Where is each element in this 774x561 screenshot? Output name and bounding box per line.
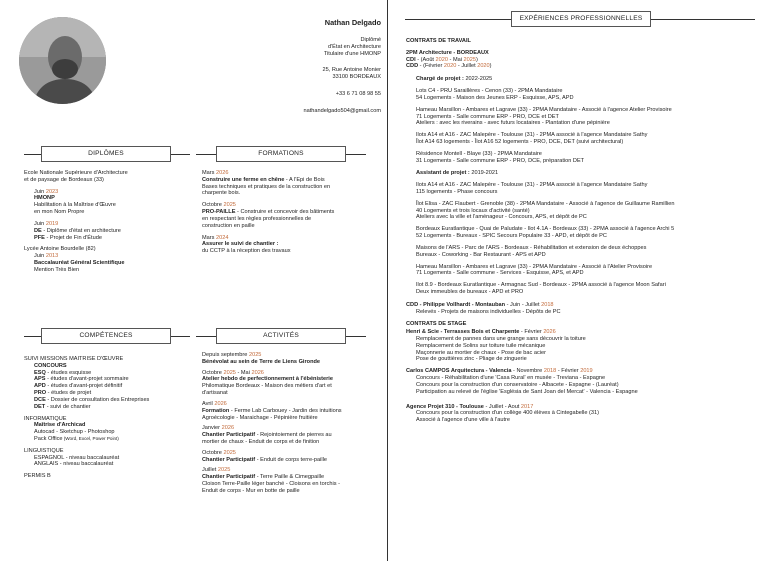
internship-entry: Henri & Scie - Terrasses Bois et Charpente - Février 2026 Remplacement de pannes dans une grange sans découvrir la toiture Remplacement de Solins sur toiture tuile mécanique Maçonnerie au mortier de chaux - Pose de bac acier Pose de gouttières zinc - Pliage de zinguerie bbox=[406, 329, 586, 363]
project-entry: Maisons de l'ARS - Parc de l'ARS - Bordeaux - Réhabilitation et extension de deux échoppes Bureaux - Coworking - Bar Restaurant - APS et APD bbox=[416, 244, 647, 258]
activity-entry: Octobre 2025 - Mai 2026 Atelier hebdo de perfectionnement à l'ébénisterie Philomatique Bordeaux - Maison des métiers d'art et d'artisanat bbox=[202, 369, 333, 397]
contract-cdi: CDI - (Août 2020 - Mai 2025) bbox=[406, 56, 478, 63]
skills-heading: INFORMATIQUE bbox=[24, 415, 67, 422]
email-address: nathandelgado504@gmail.com bbox=[303, 107, 381, 114]
formation-entry: Octobre 2025 PRO-PAILLE - Construire et concevoir des bâtiments en respectant les règles professionnelles de construction en paille bbox=[202, 202, 335, 229]
work-contracts-heading: CONTRATS DE TRAVAIL bbox=[406, 38, 471, 44]
software-list: Maîtrise d'Archicad Autocad - Sketchup - Photoshop Pack Office (Word, Excel, Power Point) bbox=[34, 422, 119, 442]
skill-item: APD - études d'avant-projet définitif bbox=[34, 383, 123, 390]
project-entry: Îlot Elisa - ZAC Flaubert - Grenoble (38) - 2PMA Mandataire - Associé à l'agence de Guillaume Ramillien 40 Logements et trois locaux d'activité (santé) Ateliers avec la ville et l'aménageur - Concours, APS, et dépôt de PC bbox=[416, 200, 675, 221]
diploma-entry: Juin 2013 Baccalauréat Général Scientifique Mention Très Bien bbox=[34, 253, 125, 273]
skill-item: DCE - Dossier de consultation des Entreprises bbox=[34, 396, 150, 403]
formations-title: FORMATIONS bbox=[216, 146, 346, 162]
formation-entry: Mars 2026 Construire une ferme en chêne - A l'Epi de Bois Bases techniques et pratiques de la construction en charpente bois. bbox=[202, 170, 331, 197]
project-entry: Hameau Marsillon - Ambares et Lagrave (33) - 2PMA Mandataire - Associé à l'Atelier Provisoire 71 Logements - Salle commune - Services - Esquisse, APS, et APD bbox=[416, 263, 653, 277]
skills-content bbox=[24, 356, 190, 480]
experience-title: EXPÉRIENCES PROFESSIONNELLES bbox=[511, 11, 651, 27]
diplomas-title: DIPLÔMES bbox=[41, 146, 171, 162]
address-line: 33100 BORDEAUX bbox=[332, 74, 381, 81]
skills-heading: SUIVI MISSIONS MAITRISE D'ŒUVRE bbox=[24, 356, 124, 362]
activity-entry: Janvier 2026 Chantier Participatif - Rejointoiement de pierres au mortier de chaux - Enduit de corps et de finition bbox=[202, 425, 332, 445]
skill-item: PRO - études de projet bbox=[34, 390, 92, 397]
page-divider bbox=[387, 0, 388, 561]
candidate-name: Nathan Delgado bbox=[324, 18, 381, 27]
formations-content bbox=[202, 170, 374, 260]
activities-title: ACTIVITÉS bbox=[216, 328, 346, 344]
internship-entry: Carlos CAMPOS Arquitectura - Valencia - Novembre 2018 - Février 2019 Concours - Réhabilitation d'une 'Casa Rural' en musée - Treviana - Espagne Concours pour la construction d'un conservatoire - Albacete - Espagne - (Lauréat) Participation au relevé de l'église 'Església de Sant Joan del Mercat' - Valencia - Espagne bbox=[406, 368, 638, 395]
skills-list bbox=[24, 370, 190, 411]
activity-entry: Juillet 2025 Chantier Participatif - Terre Paille & Cimegpaille Cloison Terre-Paille léger banché - Cloisons en torchis - Enduit de corps - Mur en botte de paille bbox=[202, 467, 340, 494]
school-name: Ecole Nationale Supérieure d'Architecture bbox=[24, 170, 128, 176]
skill-item: DET - suivi de chantier bbox=[34, 403, 91, 410]
diploma-entry: Juin 2023 HMONP Habilitation à la Maîtrise d'Œuvre en mon Nom Propre bbox=[34, 188, 116, 216]
school-name: Lycée Antoine Bourdelle (82) bbox=[24, 246, 96, 253]
diplomas-content bbox=[24, 170, 188, 279]
profile-photo bbox=[19, 17, 106, 104]
skills-subheading: CONCOURS bbox=[34, 362, 67, 369]
project-entry: Ilots A14 et A16 - ZAC Malepère - Toulouse (31) - 2PMA associé à l'agence Mandataire Sathy 115 logements - Phase concours bbox=[416, 182, 648, 195]
employer-name: 2PM Architecture - BORDEAUX bbox=[406, 49, 489, 56]
activity-entry: Depuis septembre 2025 Bénévolat au sein de Terre de Liens Gironde bbox=[202, 352, 321, 365]
skill-item: ESQ - études esquisse bbox=[34, 369, 92, 376]
diploma-line: d'État en Architecture bbox=[328, 43, 381, 50]
languages-list: ESPAGNOL - niveau baccalauréat ANGLAIS - niveau baccalauréat bbox=[34, 454, 120, 468]
project-entry: Ilots A14 et A16 - ZAC Malepère - Toulouse (31) - 2PMA associé à l'agence Mandataire Sathy Îlot A14 63 logements - Îlot A16 52 logements - PRO, DCE, DET (suivi architectural) bbox=[416, 132, 648, 145]
diploma-entry: Juin 2019 DE - Diplôme d'état en architecture PFE - Projet de Fin d'Étude bbox=[34, 220, 121, 241]
school-name: et de paysage de Bordeaux (33) bbox=[24, 176, 104, 183]
role-heading: Assistant de projet : 2019-2021 bbox=[416, 170, 499, 177]
profile-header bbox=[221, 18, 381, 115]
project-entry: Ilot 8.9 - Bordeaux Euratlantique - Armagnac Sud - Bordeaux - 2PMA associé à l'agence Moon Safari Deux immeubles de bureaux - APD et PRO bbox=[416, 282, 666, 295]
diploma-line: Titulaire d'une HMONP bbox=[323, 50, 381, 57]
project-entry: Bordeaux Euratlantique - Quai de Paludate - Ilot 4.1A - Bordeaux (33) - 2PMA associé à l'agence Archi 5 52 Logements - Bureaux - SPIC Secours Populaire 33 - APD, et dépôt de PC bbox=[416, 226, 675, 240]
internships-heading: CONTRATS DE STAGE bbox=[406, 321, 467, 328]
project-entry: Résidence Montell - Blaye (33) - 2PMA Mandataire 31 Logements - Salle commune ERP - PRO, DCE, préparation DET bbox=[416, 150, 585, 164]
activity-entry: Avril 2026 Formation - Ferme Lab Carbouey - Jardin des intuitions Agroécologie - Maraichage - Pépinière fruitière bbox=[202, 400, 342, 421]
project-entry: Lots C4 - PRU Saraillères - Cenon (33) - 2PMA Mandataire 54 Logements - Maison des Jeunes ERP - Esquisse, APS, APD bbox=[416, 88, 574, 101]
phone-number: +33 6 71 08 98 55 bbox=[335, 91, 381, 98]
cdd-entry: CDD - Philippe Vollhardt - Montauban - Juin - Juillet 2018 Relevés - Projets de maisons individuelles - Dépôts de PC bbox=[406, 301, 561, 315]
role-heading: Chargé de projet : 2022-2025 bbox=[416, 76, 493, 83]
skills-heading: LINGUISTIQUE bbox=[24, 447, 64, 454]
activities-content bbox=[202, 352, 377, 500]
contract-cdd: CDD - (Février 2020 - Juillet 2020) bbox=[406, 63, 492, 70]
skills-heading: PERMIS B bbox=[24, 473, 51, 480]
internship-entry: Agence Projet 310 - Toulouse - Juillet - Aout 2017 Concours pour la construction d'un collège 400 élèves à Cintegabelle (31) Associé à l'agence d'une ville à l'autre bbox=[406, 403, 599, 424]
address-line: 25, Rue Antoine Monier bbox=[322, 67, 381, 74]
project-entry: Hameau Marsillon - Ambares et Lagrave (33) - 2PMA Mandataire - Associé à l'agence Atelier Provisoire 71 Logements - Salle commune ERP - PRO, DCE et DET Ateliers : avec les riverains - avec futurs locataires - Plantation d'une pépinière bbox=[416, 106, 672, 127]
skills-title: COMPÉTENCES bbox=[41, 328, 171, 344]
experience-content bbox=[406, 38, 766, 429]
formation-entry: Mars 2024 Assurer le suivi de chantier : du CCTP à la réception des travaux bbox=[202, 234, 291, 255]
skill-item: APS - études d'avant-projet sommaire bbox=[34, 376, 129, 383]
diploma-line: Diplômé bbox=[360, 37, 381, 44]
activity-entry: Octobre 2025 Chantier Participatif - Enduit de corps terre-paille bbox=[202, 449, 327, 463]
